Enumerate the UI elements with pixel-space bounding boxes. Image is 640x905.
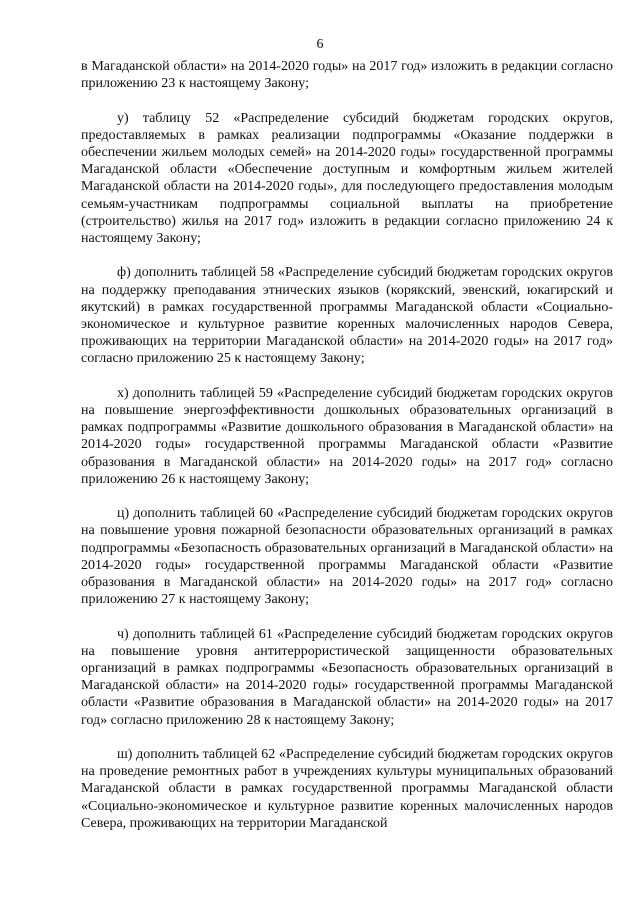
- page-number: 6: [316, 37, 324, 52]
- paragraph-item-f: ф) дополнить таблицей 58 «Распределение субсидий бюджетам городских округов на поддержку преподавания этнических языков (корякский, эвенский, юкагирский и якутский) в рамках государственной программы Магаданской области «Социально-экономическое и культурное развитие коренных малочисленных народов Севера, проживающих на территории Магаданской области» на 2014-2020 годы» на 2017 год» согласно приложению 25 к настоящему Закону;: [81, 265, 613, 367]
- document-body: [81, 58, 613, 832]
- paragraph-continuation: в Магаданской области» на 2014-2020 годы» на 2017 год» изложить в редакции согласно приложению 23 к настоящему Закону;: [81, 59, 613, 92]
- paragraph-item-kh: х) дополнить таблицей 59 «Распределение субсидий бюджетам городских округов на повышение энергоэффективности дошкольных образовательных организаций в рамках подпрограммы «Развитие дошкольного образования в Магаданской области» на 2014-2020 годы» государственной программы Магаданской области «Развитие образования в Магаданской области» на 2014-2020 годы» на 2017 год» согласно приложению 26 к настоящему Закону;: [81, 385, 613, 487]
- paragraph-item-sh: ш) дополнить таблицей 62 «Распределение субсидий бюджетам городских округов на проведение ремонтных работ в учреждениях культуры муниципальных образований Магаданской области в рамках государственной программы Магаданской области «Социально-экономическое и культурное развитие коренных малочисленных народов Севера, проживающих на территории Магаданской: [81, 747, 613, 831]
- paragraph-item-ch: ч) дополнить таблицей 61 «Распределение субсидий бюджетам городских округов на повышение уровня антитеррористической защищенности образовательных организаций в рамках подпрограммы «Безопасность образовательных организаций в Магаданской области» на 2014-2020 годы» государственной программы Магаданской области «Развитие образования в Магаданской области» на 2014-2020 годы» на 2017 год» согласно приложению 28 к настоящему Закону;: [81, 626, 613, 728]
- paragraph-item-u: у) таблицу 52 «Распределение субсидий бюджетам городских округов, предоставляемых в рамках реализации подпрограммы «Оказание поддержки в обеспечении жильем молодых семей» на 2014-2020 годы» государственной программы Магаданской области «Обеспечение доступным и комфортным жильем жителей Магаданской области на 2014-2020 годы», для последующего предоставления молодым семьям-участникам подпрограммы социальной выплаты на приобретение (строительство) жилья на 2017 год» изложить в редакции согласно приложению 24 к настоящему Закону;: [81, 110, 613, 247]
- paragraph-item-ts: ц) дополнить таблицей 60 «Распределение субсидий бюджетам городских округов на повышение уровня пожарной безопасности образовательных организаций в рамках подпрограммы «Безопасность образовательных организаций в Магаданской области» на 2014-2020 годы» государственной программы Магаданской области «Развитие образования в Магаданской области» на 2014-2020 годы» на 2017 год» согласно приложению 27 к настоящему Закону;: [81, 506, 613, 608]
